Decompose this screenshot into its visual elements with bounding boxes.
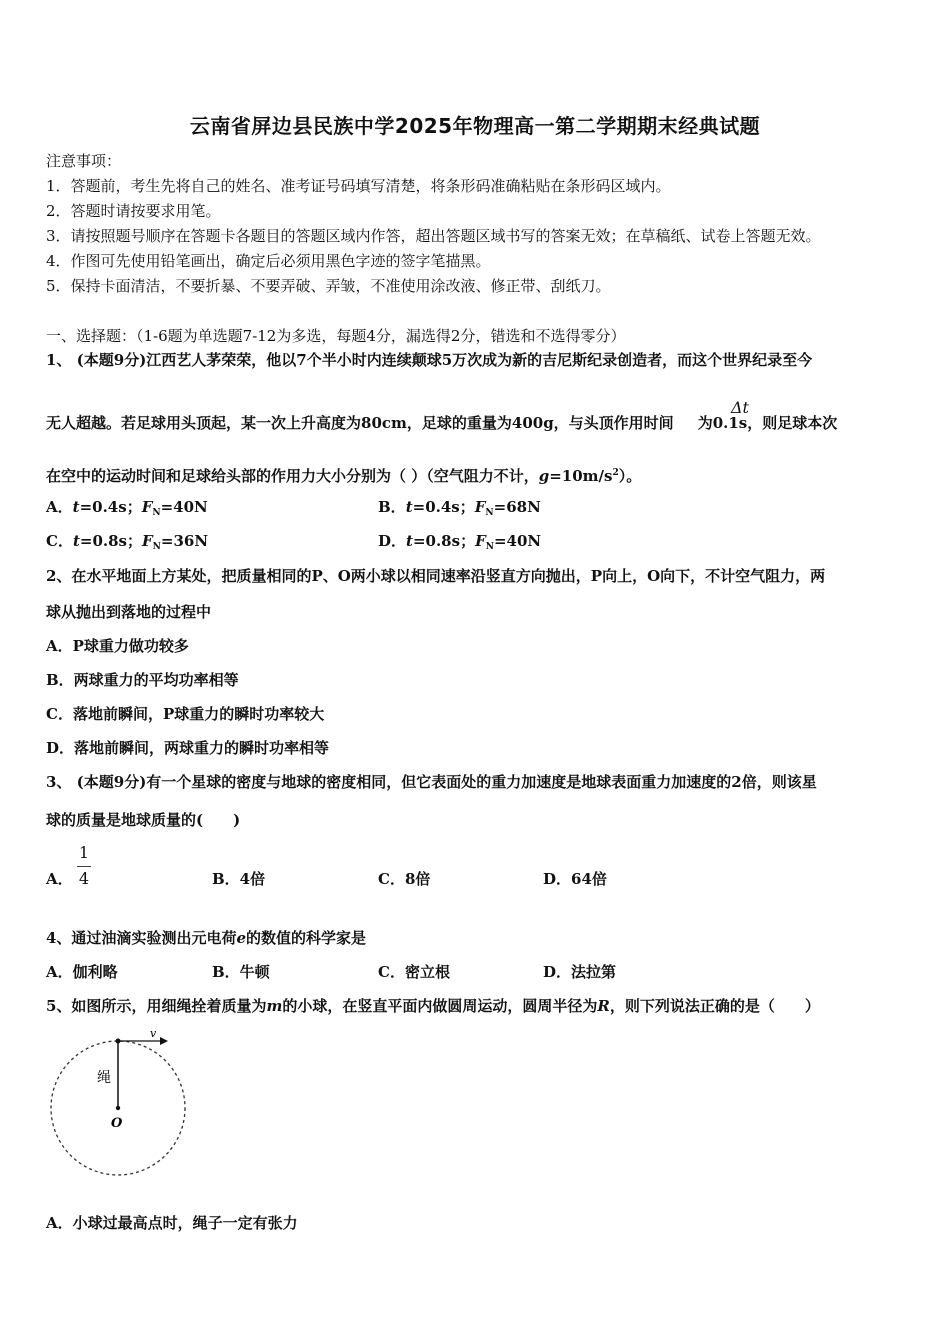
q4-e-symbol: e: [236, 929, 246, 947]
q2-option-d[interactable]: D．落地前瞬间，两球重力的瞬时功率相等: [46, 739, 330, 757]
q2-stem-line2: 球从抛出到落地的过程中: [46, 603, 212, 621]
q3-option-b[interactable]: B．4倍: [212, 870, 266, 888]
velocity-label: v: [150, 1027, 157, 1040]
q2-option-a[interactable]: A．P球重力做功较多: [46, 637, 189, 655]
notice-item: 5．保持卡面清洁，不要折暴、不要弄破、弄皱，不准使用涂改液、修正带、刮纸刀。: [46, 277, 611, 295]
q2-option-b[interactable]: B．两球重力的平均功率相等: [46, 671, 239, 689]
q1-stem-line1: 1、 (本题9分)江西艺人茅荣荣，他以7个半小时内连续颠球5万次成为新的吉尼斯纪录创造者，而这个世界纪录至今: [46, 351, 813, 369]
notice-item: 2．答题时请按要求用笔。: [46, 202, 221, 220]
q1-option-c[interactable]: C．t=0.8s；$F_N=36N$: [46, 532, 209, 552]
q1-option-a[interactable]: A．t=0.4s；$F_N=40N$: [46, 498, 208, 518]
q3-option-a[interactable]: A．: [46, 870, 73, 888]
q1-stem-text: =10m/s: [549, 467, 613, 485]
q3-option-d[interactable]: D．64倍: [543, 870, 607, 888]
q1-g-symbol: g: [538, 467, 550, 485]
q4-option-c[interactable]: C．密立根: [378, 963, 450, 981]
q4-stem: 4、通过油滴实验测出元电荷e的数值的科学家是: [46, 929, 367, 947]
q1-option-b[interactable]: B．t=0.4s；$F_N=68N$: [378, 498, 541, 518]
q1-stem-line2: [46, 412, 837, 434]
q1-stem-text: ）。: [618, 467, 642, 485]
q1-delta-t: Δt: [731, 398, 749, 417]
page-title: 云南省屏边县民族中学2025年物理高一第二学期期末经典试题: [189, 114, 761, 138]
q3-stem-line1: 3、 (本题9分)有一个星球的密度与地球的密度相同，但它表面处的重力加速度是地球表面重力加速度的2倍，则该星: [46, 773, 817, 791]
q2-stem-line1: 2、在水平地面上方某处，把质量相同的P、O两小球以相同速率沿竖直方向抛出，P向上，O向下，不计空气阻力，两: [46, 567, 826, 585]
q1-stem-text: 在空中的运动时间和足球给头部的作用力大小分别为（ ）（空气阻力不计，: [46, 467, 539, 485]
q4-option-b[interactable]: B．牛顿: [212, 963, 270, 981]
notice-item: 4．作图可先使用铅笔画出，确定后必须用黑色字迹的签字笔描黑。: [46, 252, 491, 270]
q3-option-c[interactable]: C．8倍: [378, 870, 431, 888]
q4-option-d[interactable]: D．法拉第: [543, 963, 617, 981]
q5-m-symbol: m: [266, 997, 283, 1015]
fraction-bar: [77, 866, 91, 867]
arrowhead-icon: [160, 1037, 168, 1045]
q4-option-a[interactable]: A．伽利略: [46, 963, 118, 981]
notice-heading: 注意事项：: [46, 152, 122, 170]
notice-item: 1．答题前，考生先将自己的姓名、准考证号码填写清楚，将条形码准确粘贴在条形码区域内。: [46, 177, 671, 195]
notice-item: 3．请按照题号顺序在答题卡各题目的答题区域内作答，超出答题区域书写的答案无效；在草稿纸、试卷上答题无效。: [46, 227, 821, 245]
center-label: O: [111, 1116, 123, 1131]
q1-stem-line3: [46, 462, 641, 487]
rope-label: 绳: [97, 1070, 111, 1086]
section-heading: 一、选择题：（1-6题为单选题7-12为多选，每题4分，漏选得2分，错选和不选得零分）: [46, 327, 626, 345]
q3-fraction-denominator: 4: [78, 869, 90, 888]
q5-r-symbol: R: [597, 997, 610, 1015]
center-dot: [116, 1106, 120, 1110]
q2-option-c[interactable]: C．落地前瞬间，P球重力的瞬时功率较大: [46, 705, 325, 723]
q5-circular-motion-figure: [40, 1025, 200, 1185]
q3-stem-line2: 球的质量是地球质量的( ): [46, 811, 241, 829]
q1-stem-text: 为0.1s，则足球本次: [697, 414, 838, 432]
q1-superscript: 2: [612, 468, 619, 478]
q1-stem-text: 无人超越。若足球用头顶起，某一次上升高度为80cm，足球的重量为400g，与头顶作用时间: [46, 414, 674, 432]
q5-stem: 5、如图所示，用细绳拴着质量为m的小球，在竖直平面内做圆周运动，圆周半径为R，则下列说法正确的是（ ）: [46, 997, 820, 1015]
q1-option-d[interactable]: D．t=0.8s；$F_N=40N$: [378, 532, 542, 552]
q3-fraction-numerator: 1: [78, 843, 90, 862]
q5-option-a[interactable]: A．小球过最高点时，绳子一定有张力: [46, 1214, 298, 1232]
